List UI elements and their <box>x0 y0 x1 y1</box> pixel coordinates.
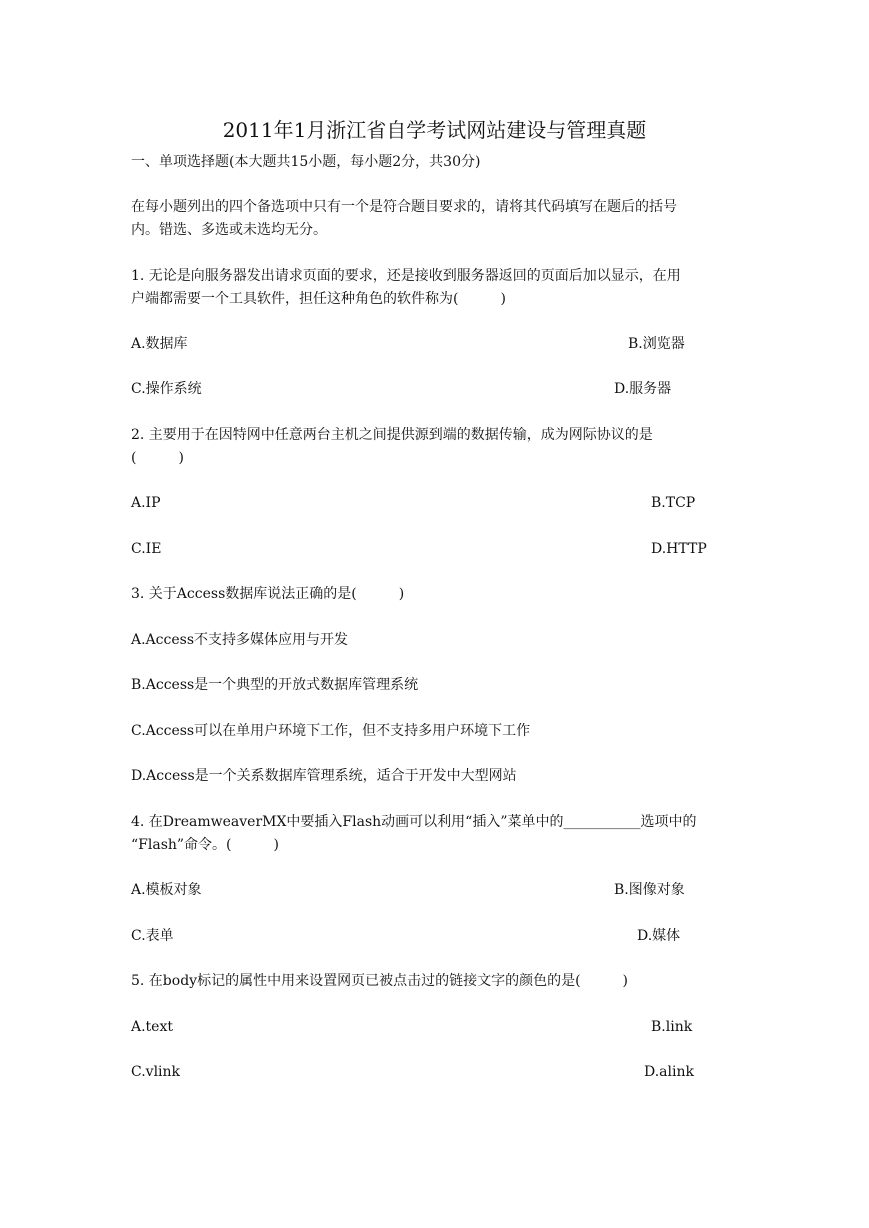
question-1-option-d: D.服务器 <box>614 381 672 397</box>
question-2-option-a: A.IP <box>131 495 161 511</box>
instructions-line-2: 内。错选、多选或未选均无分。 <box>131 222 327 238</box>
question-1-option-a: A.数据库 <box>131 336 188 352</box>
question-1-stem-line-1: 1. 无论是向服务器发出请求页面的要求，还是接收到服务器返回的页面后加以显示，在用 <box>131 268 681 284</box>
question-2-option-d: D.HTTP <box>651 541 707 557</box>
question-4-option-c: C.表单 <box>131 928 174 944</box>
question-4-option-b: B.图像对象 <box>614 882 685 898</box>
question-1-stem-line-2: 户端都需要一个工具软件，担任这种角色的软件称为( ) <box>131 291 506 307</box>
question-5-option-a: A.text <box>131 1019 173 1035</box>
question-1-option-c: C.操作系统 <box>131 381 202 397</box>
question-5-stem-line-1: 5. 在body标记的属性中用来设置网页已被点击过的链接文字的颜色的是( ) <box>131 973 628 989</box>
question-4-option-d: D.媒体 <box>637 928 681 944</box>
instructions-line-1: 在每小题列出的四个备选项中只有一个是符合题目要求的，请将其代码填写在题后的括号 <box>131 199 677 215</box>
question-2-stem-line-2: ( ) <box>131 450 184 466</box>
question-3-option-a: A.Access不支持多媒体应用与开发 <box>131 632 349 648</box>
question-4-option-a: A.模板对象 <box>131 882 202 898</box>
question-3-option-c: C.Access可以在单用户环境下工作，但不支持多用户环境下工作 <box>131 723 531 739</box>
section-heading: 一、单项选择题(本大题共15小题，每小题2分，共30分) <box>131 154 481 170</box>
question-1-option-b: B.浏览器 <box>628 336 685 352</box>
question-5-option-b: B.link <box>651 1019 693 1035</box>
question-5-option-d: D.alink <box>644 1064 694 1080</box>
question-2-option-c: C.IE <box>131 541 162 557</box>
question-4-stem-line-1: 4. 在DreamweaverMX中要插入Flash动画可以利用“插入”菜单中的___________选项中的 <box>131 814 697 830</box>
question-5-option-c: C.vlink <box>131 1064 181 1080</box>
question-3-stem-line-1: 3. 关于Access数据库说法正确的是( ) <box>131 586 405 602</box>
question-2-option-b: B.TCP <box>651 495 696 511</box>
question-4-stem-line-2: “Flash”命令。( ) <box>131 837 279 853</box>
question-3-option-d: D.Access是一个关系数据库管理系统，适合于开发中大型网站 <box>131 768 517 784</box>
question-3-option-b: B.Access是一个典型的开放式数据库管理系统 <box>131 677 419 693</box>
page-title: 2011年1月浙江省自学考试网站建设与管理真题 <box>222 118 647 142</box>
question-2-stem-line-1: 2. 主要用于在因特网中任意两台主机之间提供源到端的数据传输，成为网际协议的是 <box>131 427 653 443</box>
